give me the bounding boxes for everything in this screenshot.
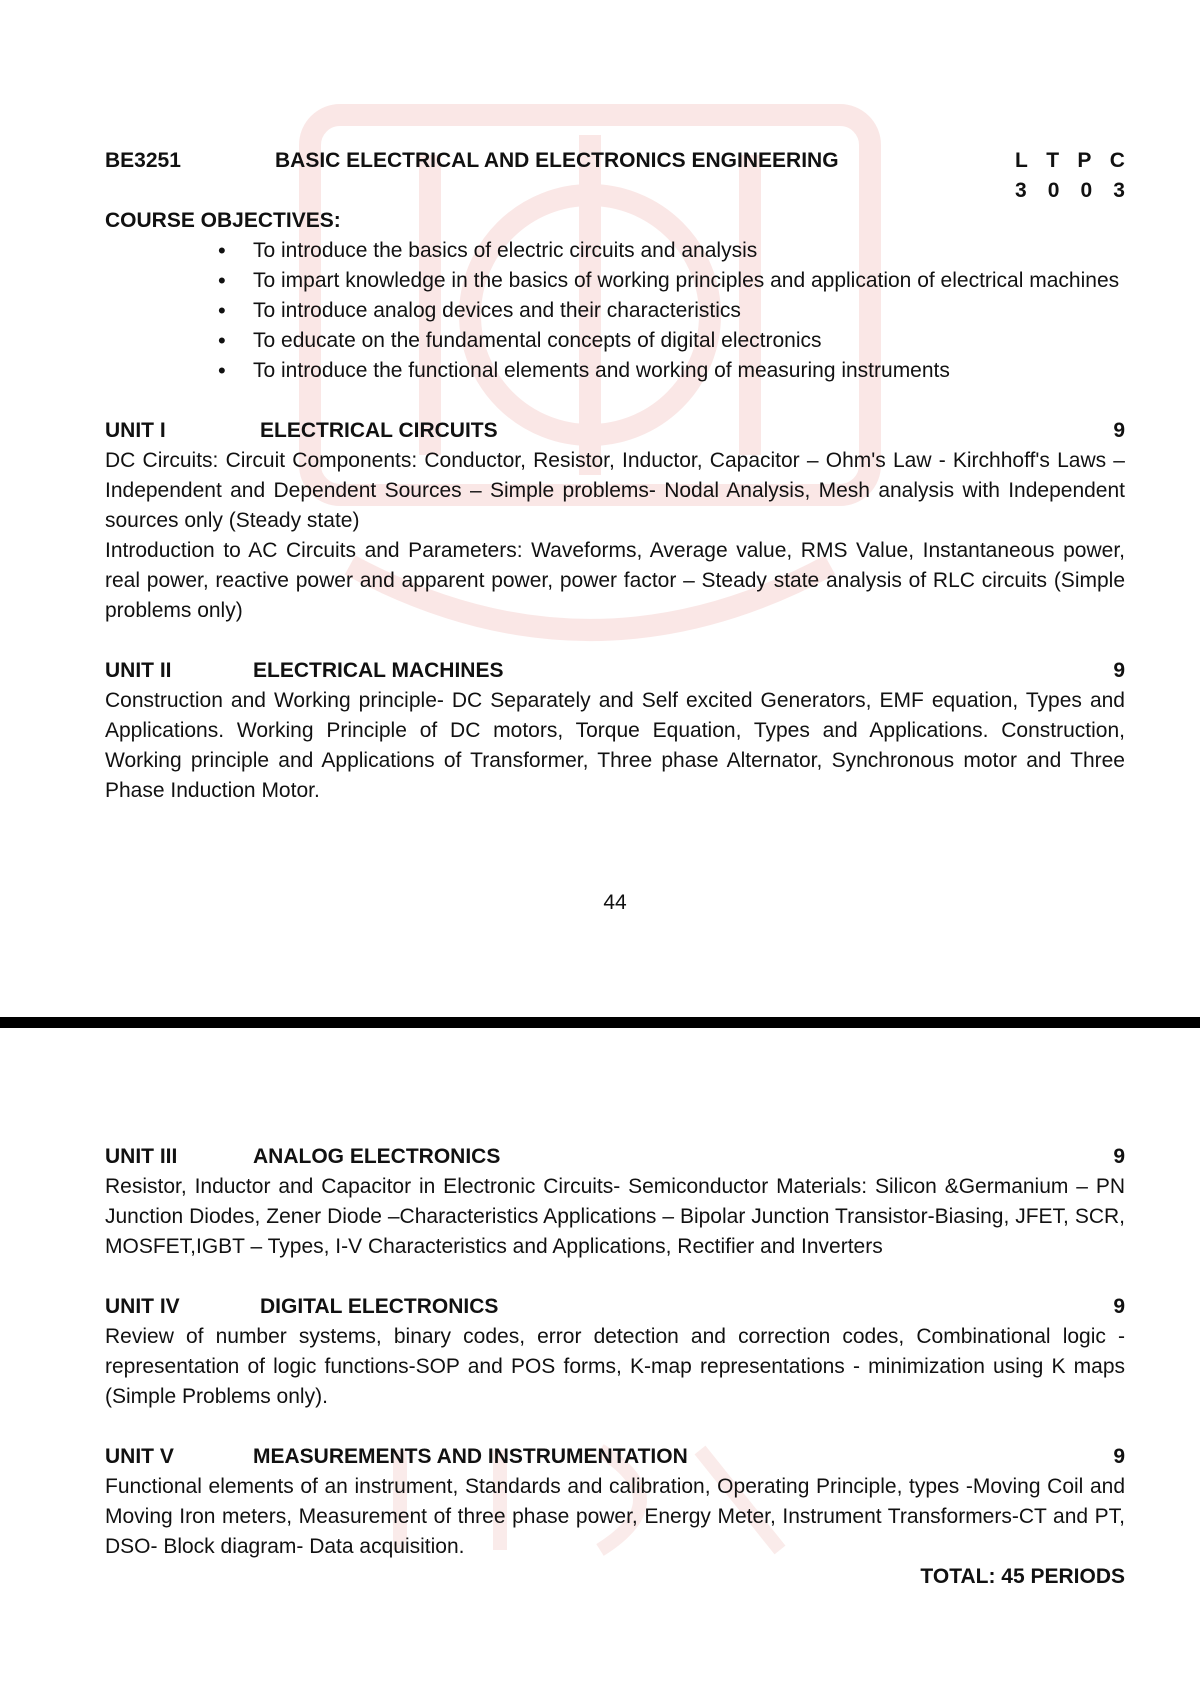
objective-text: To educate on the fundamental concepts of digital electronics <box>253 329 822 352</box>
course-code: BE3251 <box>105 149 181 172</box>
unit-heading <box>105 416 1125 446</box>
unit-2 <box>105 656 1125 806</box>
objective-item <box>105 266 1125 296</box>
unit-4 <box>105 1292 1125 1412</box>
ltpc-label-t: T <box>1046 149 1060 172</box>
unit-paragraph: Introduction to AC Circuits and Parameters: Waveforms, Average value, RMS Value, Instantaneous power, real power, reactive power and apparent power, power factor – Steady state analysis of RLC circuits (Simple problems only) <box>105 539 1125 622</box>
objective-text: To introduce the basics of electric circuits and analysis <box>253 239 758 262</box>
bullet-icon: • <box>218 238 226 263</box>
ltpc-label-l: L <box>1015 149 1028 172</box>
unit-number: UNIT IV <box>105 1295 180 1318</box>
objective-text: To impart knowledge in the basics of working principles and application of electrical machines <box>253 269 1120 292</box>
unit-title: ANALOG ELECTRONICS <box>253 1145 501 1168</box>
unit-paragraph: Review of number systems, binary codes, error detection and correction codes, Combinational logic - representation of logic functions-SOP and POS forms, K-map representations - minimization using K maps (Simple Problems only). <box>105 1325 1125 1408</box>
unit-number: UNIT II <box>105 659 172 682</box>
total-periods: TOTAL: 45 PERIODS <box>920 1565 1125 1588</box>
objective-item <box>105 296 1125 326</box>
ltpc-table <box>1015 146 1125 206</box>
unit-hours: 9 <box>1113 659 1125 682</box>
page-separator <box>0 1017 1200 1028</box>
unit-3 <box>105 1142 1125 1262</box>
unit-title: DIGITAL ELECTRONICS <box>260 1295 499 1318</box>
unit-heading <box>105 1442 1125 1472</box>
objective-text: To introduce the functional elements and working of measuring instruments <box>253 359 950 382</box>
bullet-icon: • <box>218 358 226 383</box>
unit-heading <box>105 656 1125 686</box>
unit-hours: 9 <box>1113 419 1125 442</box>
page-two <box>105 1142 1125 1592</box>
ltpc-values-row <box>1015 176 1125 206</box>
ltpc-label-p: P <box>1077 149 1092 172</box>
unit-title: MEASUREMENTS AND INSTRUMENTATION <box>253 1445 688 1468</box>
unit-heading <box>105 1142 1125 1172</box>
unit-heading <box>105 1292 1125 1322</box>
objective-item <box>105 326 1125 356</box>
ltpc-value-p: 0 <box>1080 179 1093 202</box>
bullet-icon: • <box>218 268 226 293</box>
unit-hours: 9 <box>1113 1145 1125 1168</box>
unit-title: ELECTRICAL MACHINES <box>253 659 504 682</box>
objective-item <box>105 356 1125 386</box>
bullet-icon: • <box>218 298 226 323</box>
page-number: 44 <box>603 891 627 914</box>
objectives-list <box>105 236 1125 386</box>
ltpc-value-c: 3 <box>1113 179 1125 202</box>
ltpc-value-t: 0 <box>1047 179 1060 202</box>
objective-text: To introduce analog devices and their characteristics <box>253 299 741 322</box>
course-header <box>105 146 1125 202</box>
ltpc-labels-row <box>1015 146 1125 176</box>
course-title: BASIC ELECTRICAL AND ELECTRONICS ENGINEERING <box>275 149 839 172</box>
unit-title: ELECTRICAL CIRCUITS <box>260 419 498 442</box>
ltpc-label-c: C <box>1109 149 1125 172</box>
unit-number: UNIT V <box>105 1445 174 1468</box>
unit-5 <box>105 1442 1125 1562</box>
unit-paragraph: DC Circuits: Circuit Components: Conductor, Resistor, Inductor, Capacitor – Ohm's Law - Kirchhoff's Laws –Independent and Dependent Sources – Simple problems- Nodal Analysis, Mesh analysis with Independent sources only (Steady state) <box>105 449 1125 532</box>
unit-number: UNIT I <box>105 419 166 442</box>
bullet-icon: • <box>218 328 226 353</box>
unit-1 <box>105 416 1125 626</box>
unit-hours: 9 <box>1113 1445 1125 1468</box>
unit-number: UNIT III <box>105 1145 178 1168</box>
page-one <box>105 146 1125 806</box>
unit-paragraph: Resistor, Inductor and Capacitor in Electronic Circuits- Semiconductor Materials: Silicon &Germanium – PN Junction Diodes, Zener Diode –Characteristics Applications – Bipolar Junction Transistor-Biasing, JFET, SCR, MOSFET,IGBT – Types, I-V Characteristics and Applications, Rectifier and Inverters <box>105 1175 1125 1258</box>
unit-hours: 9 <box>1113 1295 1125 1318</box>
ltpc-value-l: 3 <box>1015 179 1027 202</box>
unit-paragraph: Construction and Working principle- DC Separately and Self excited Generators, EMF equation, Types and Applications. Working Principle of DC motors, Torque Equation, Types and Applications. Construction, Working principle and Applications of Transformer, Three phase Alternator, Synchronous motor and Three Phase Induction Motor. <box>105 689 1125 802</box>
objectives-heading: COURSE OBJECTIVES: <box>105 209 341 232</box>
objective-item <box>105 236 1125 266</box>
unit-paragraph: Functional elements of an instrument, Standards and calibration, Operating Principle, types -Moving Coil and Moving Iron meters, Measurement of three phase power, Energy Meter, Instrument Transformers-CT and PT, DSO- Block diagram- Data acquisition. <box>105 1475 1125 1558</box>
